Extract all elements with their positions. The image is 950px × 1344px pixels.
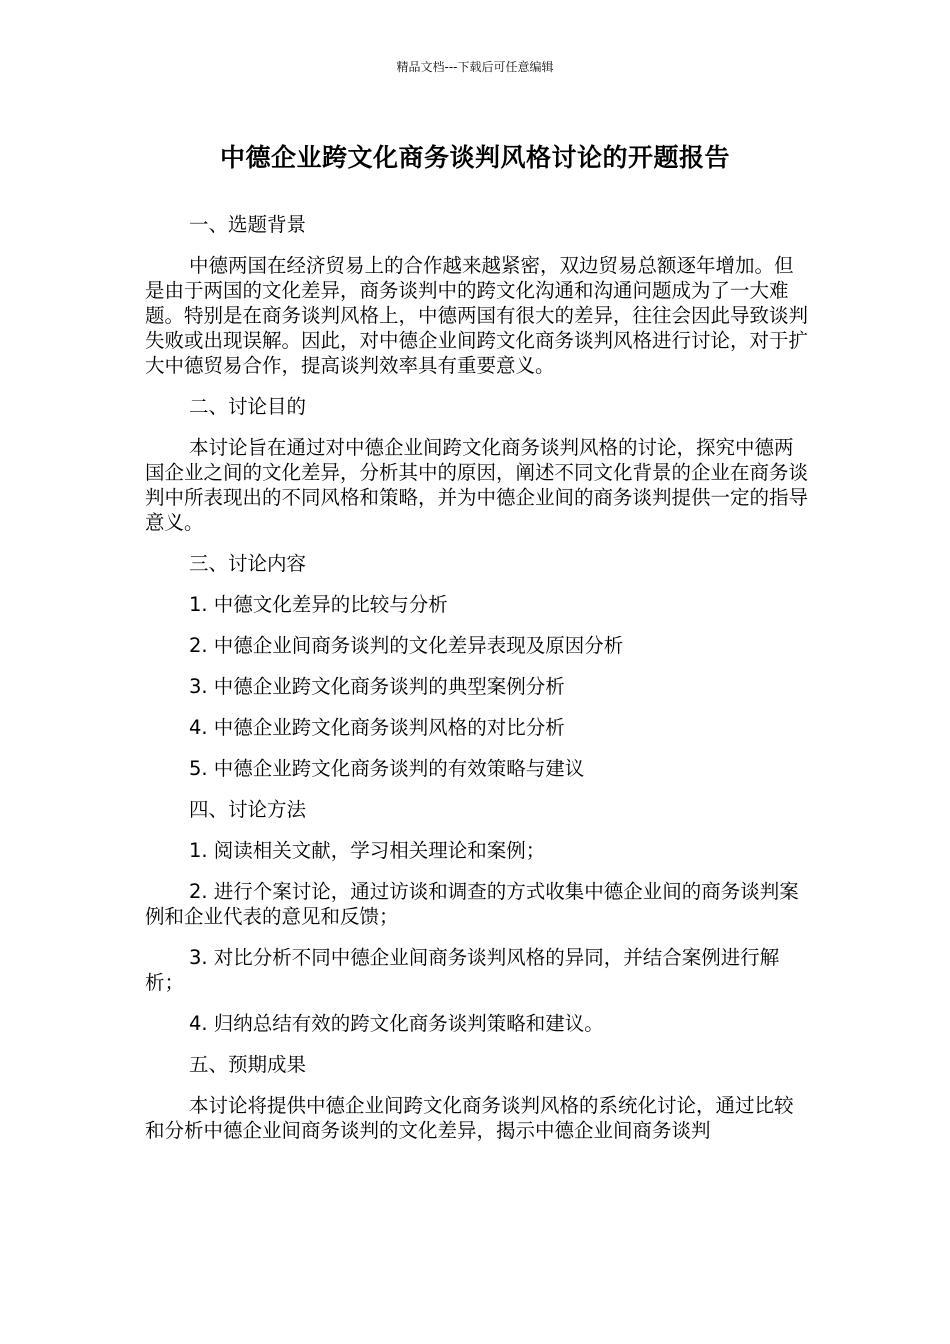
section-heading-purpose: 二、讨论目的	[189, 395, 307, 418]
list-item-method-4: 4. 归纳总结有效的跨文化商务谈判策略和建议。	[189, 1012, 604, 1035]
list-item-content-4: 4. 中德企业跨文化商务谈判风格的对比分析	[189, 716, 565, 739]
list-item-method-1: 1. 阅读相关文献，学习相关理论和案例；	[189, 839, 546, 862]
section-heading-background: 一、选题背景	[189, 213, 307, 236]
section-heading-content: 三、讨论内容	[189, 552, 307, 575]
list-item-method-2: 2. 进行个案讨论，通过访谈和调查的方式收集中德企业间的商务谈判案例和企业代表的意见和反馈；	[145, 880, 799, 928]
list-item-content-5: 5. 中德企业跨文化商务谈判的有效策略与建议	[189, 757, 585, 780]
list-item-content-3: 3. 中德企业跨文化商务谈判的典型案例分析	[189, 675, 565, 698]
list-item-content-1: 1. 中德文化差异的比较与分析	[189, 593, 448, 616]
document-title: 中德企业跨文化商务谈判风格讨论的开题报告	[219, 143, 730, 172]
document-body	[145, 212, 810, 1143]
list-item-method-3: 3. 对比分析不同中德企业间商务谈判风格的异同，并结合案例进行解析；	[145, 946, 780, 994]
paragraph-background: 中德两国在经济贸易上的合作越来越紧密，双边贸易总额逐年增加。但是由于两国的文化差异，商务谈判中的跨文化沟通和沟通问题成为了一大难题。特别是在商务谈判风格上，中德两国有很大的差异，往往会因此导致谈判失败或出现误解。因此，对中德企业间跨文化商务谈判风格进行讨论，对于扩大中德贸易合作，提高谈判效率具有重要意义。	[145, 254, 809, 377]
list-item-content-2: 2. 中德企业间商务谈判的文化差异表现及原因分析	[189, 634, 624, 657]
paragraph-results: 本讨论将提供中德企业间跨文化商务谈判风格的系统化讨论，通过比较和分析中德企业间商务谈判的文化差异，揭示中德企业间商务谈判	[145, 1094, 794, 1142]
section-heading-results: 五、预期成果	[189, 1053, 307, 1076]
section-heading-methods: 四、讨论方法	[189, 798, 307, 821]
paragraph-purpose: 本讨论旨在通过对中德企业间跨文化商务谈判风格的讨论，探究中德两国企业之间的文化差异，分析其中的原因，阐述不同文化背景的企业在商务谈判中所表现出的不同风格和策略，并为中德企业间的商务谈判提供一定的指导意义。	[145, 436, 809, 534]
page-header-note: 精品文档---下载后可任意编辑	[396, 60, 554, 74]
